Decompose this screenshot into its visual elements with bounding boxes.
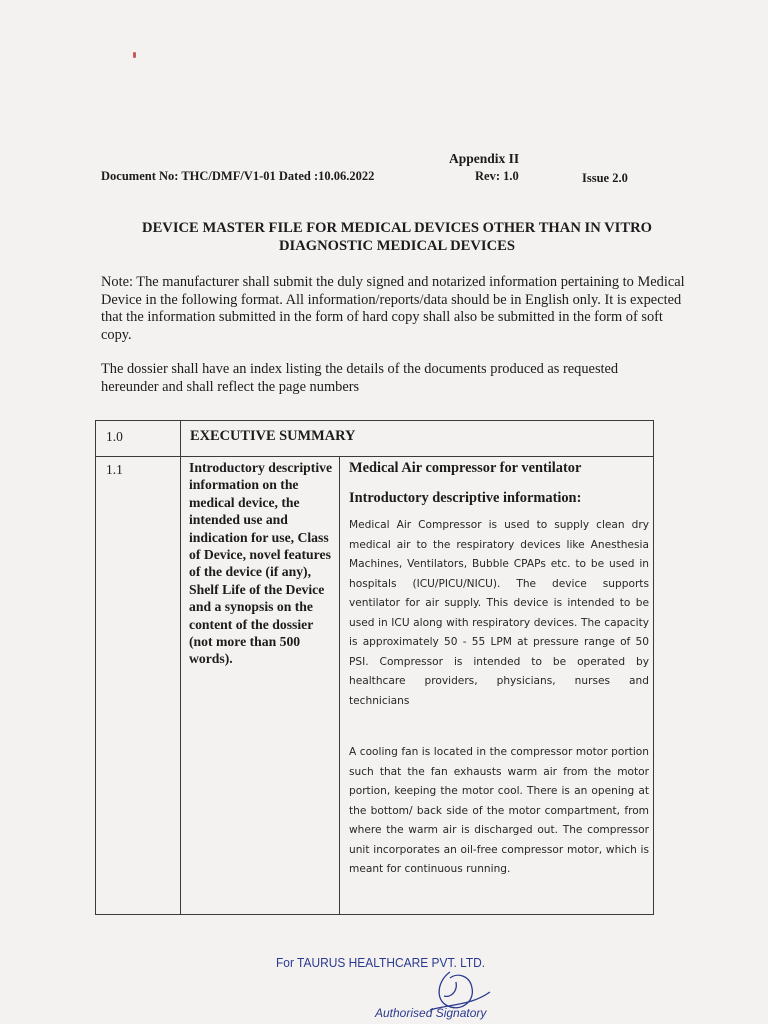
section-description: Introductory descriptive information on the medical device, the intended use and indication for use, Class of Device, novel features of the device (if any), Shelf Life of the Device and a synopsis on the content of the dossier (not more than 500 words). xyxy=(189,460,333,667)
content-paragraph: Medical Air Compressor is used to supply clean dry medical air to the respiratory devices like Anesthesia Machines, Ventilators, Bubble CPAPs etc. to be used in hospitals (ICU/PICU/NICU). The device supports ventilator for air supply. This device is intended to be used in ICU along with respiratory devices. The capacity is approximately 50 - 55 LPM at pressure range of 50 PSI. Compressor is intended to be operated by healthcare providers, physicians, nurses and technicians xyxy=(349,519,649,707)
content-paragraph: A cooling fan is located in the compressor motor portion such that the fan exhausts warm air from the motor portion, keeping the motor cool. There is an opening at the bottom/ back side of the motor compartment, from where the warm air is discharged out. The compressor unit incorporates an oil-free compressor motor, which is meant for continuous running. xyxy=(349,746,649,875)
title-line-2: DIAGNOSTIC MEDICAL DEVICES xyxy=(279,238,515,254)
row-number: 1.1 xyxy=(106,462,123,477)
revision-label: Rev: 1.0 xyxy=(475,169,519,183)
content-subtitle: Introductory descriptive information: xyxy=(349,490,582,506)
section-heading: EXECUTIVE SUMMARY xyxy=(190,428,356,444)
dossier-paragraph: The dossier shall have an index listing the details of the documents produced as requested hereunder and shall reflect the page numbers xyxy=(101,361,619,395)
row-number: 1.0 xyxy=(106,429,123,444)
signatory-label: Authorised Signatory xyxy=(375,1006,487,1020)
issue-label: Issue 2.0 xyxy=(582,171,628,185)
section-content xyxy=(349,459,649,880)
table-column-divider xyxy=(339,456,340,914)
executive-summary-table xyxy=(95,420,654,915)
appendix-label: Appendix II xyxy=(449,151,520,166)
title-line-1: DEVICE MASTER FILE FOR MEDICAL DEVICES OTHER THAN IN VITRO xyxy=(142,220,652,236)
document-title xyxy=(100,219,694,255)
content-title: Medical Air compressor for ventilator xyxy=(349,460,582,476)
table-column-divider xyxy=(180,421,181,914)
note-paragraph: Note: The manufacturer shall submit the duly signed and notarized information pertaining to Medical Device in the following format. All information/reports/data should be in English only. It is expected that the information submitted in the form of hard copy shall also be submitted in the form of soft copy. xyxy=(101,274,685,343)
document-number: Document No: THC/DMF/V1-01 Dated :10.06.2022 xyxy=(101,169,375,183)
company-stamp: For TAURUS HEALTHCARE PVT. LTD. xyxy=(276,955,486,970)
ink-speck xyxy=(133,52,136,58)
